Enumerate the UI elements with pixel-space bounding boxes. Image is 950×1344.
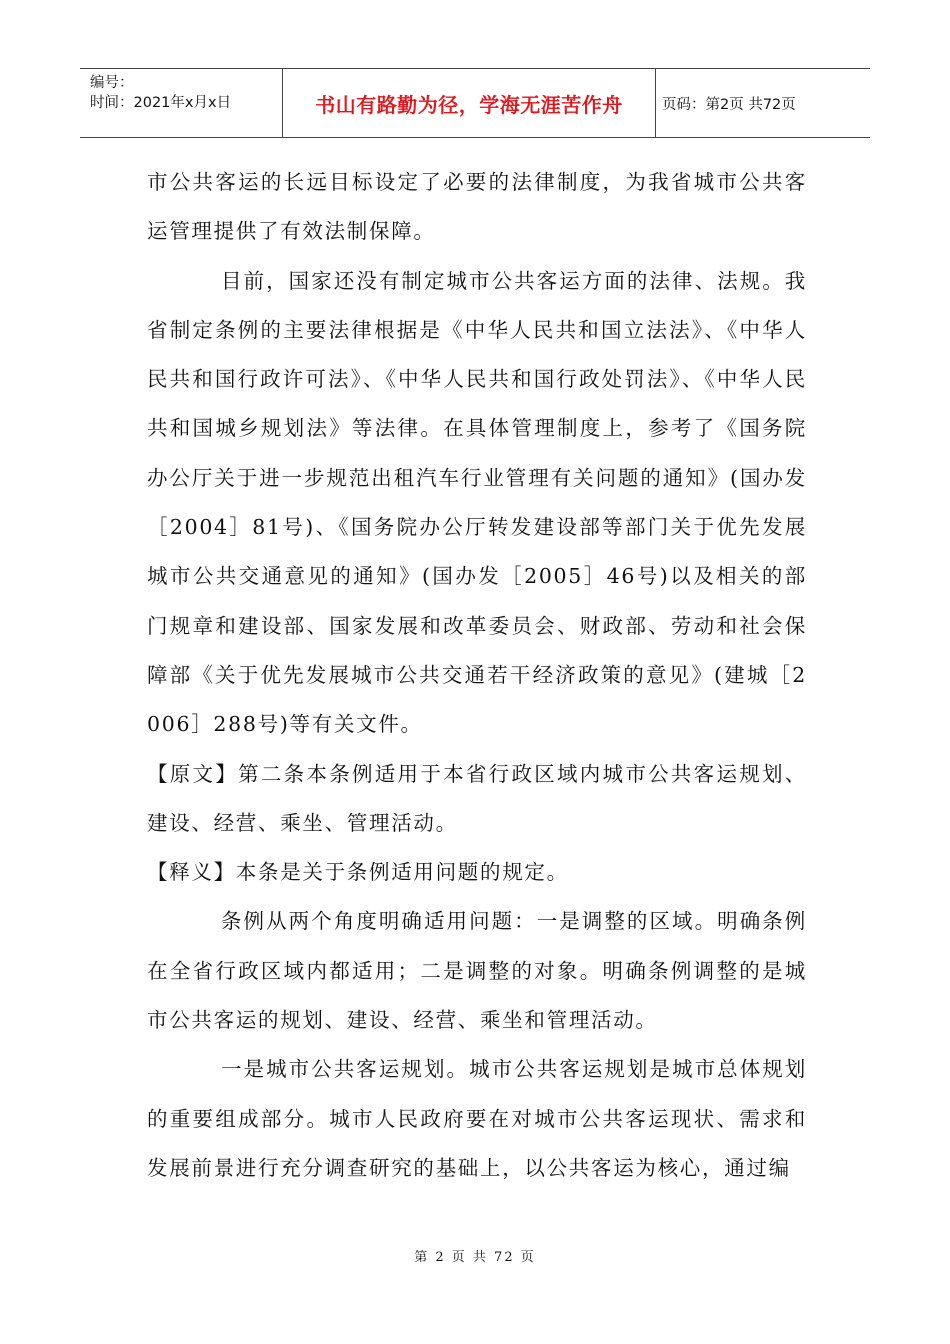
- paragraph-6: 一是城市公共客运规划。城市公共客运规划是城市总体规划的重要组成部分。城市人民政府要在对城市公共客运现状、需求和发展前景进行充分调查研究的基础上，以公共客运为核心，通过编: [147, 1057, 807, 1180]
- paragraph-4: 【释义】本条是关于条例适用问题的规定。: [147, 860, 569, 885]
- paragraph-1: 市公共客运的长远目标设定了必要的法律制度，为我省城市公共客运管理提供了有效法制保障。: [147, 170, 807, 244]
- doc-time-label: 时间：2021年x月x日: [90, 95, 232, 111]
- page-header: [80, 68, 870, 138]
- header-motto: 书山有路勤为径，学海无涯苦作舟: [283, 69, 656, 137]
- paragraph-3: 【原文】第二条本条例适用于本省行政区域内城市公共客运规划、建设、经营、乘坐、管理活动。: [147, 761, 807, 835]
- document-body: [147, 158, 807, 1193]
- header-page-info: 页码：第2页 共72页: [662, 96, 796, 113]
- paragraph-5: 条例从两个角度明确适用问题：一是调整的区域。明确条例在全省行政区域内都适用；二是调整的对象。明确条例调整的是城市公共客运的规划、建设、经营、乘坐和管理活动。: [147, 909, 807, 1033]
- paragraph-2: 目前，国家还没有制定城市公共客运方面的法律、法规。我省制定条例的主要法律根据是《中华人民共和国立法法》、《中华人民共和国行政许可法》、《中华人民共和国行政处罚法》、《中华人民共和国城乡规划法》等法律。在具体管理制度上，参考了《国务院办公厅关于进一步规范出租汽车行业管理有关问题的通知》(国办发［2004］81号)、《国务院办公厅转发建设部等部门关于优先发展城市公共交通意见的通知》(国办发［2005］46号)以及相关的部门规章和建设部、国家发展和改革委员会、财政部、劳动和社会保障部《关于优先发展城市公共交通若干经济政策的意见》(建城［2006］288号)等有关文件。: [147, 268, 807, 737]
- header-meta: [80, 69, 283, 137]
- page-footer: 第 2 页 共 72 页: [414, 1250, 536, 1265]
- doc-number-label: 编号：: [90, 75, 134, 91]
